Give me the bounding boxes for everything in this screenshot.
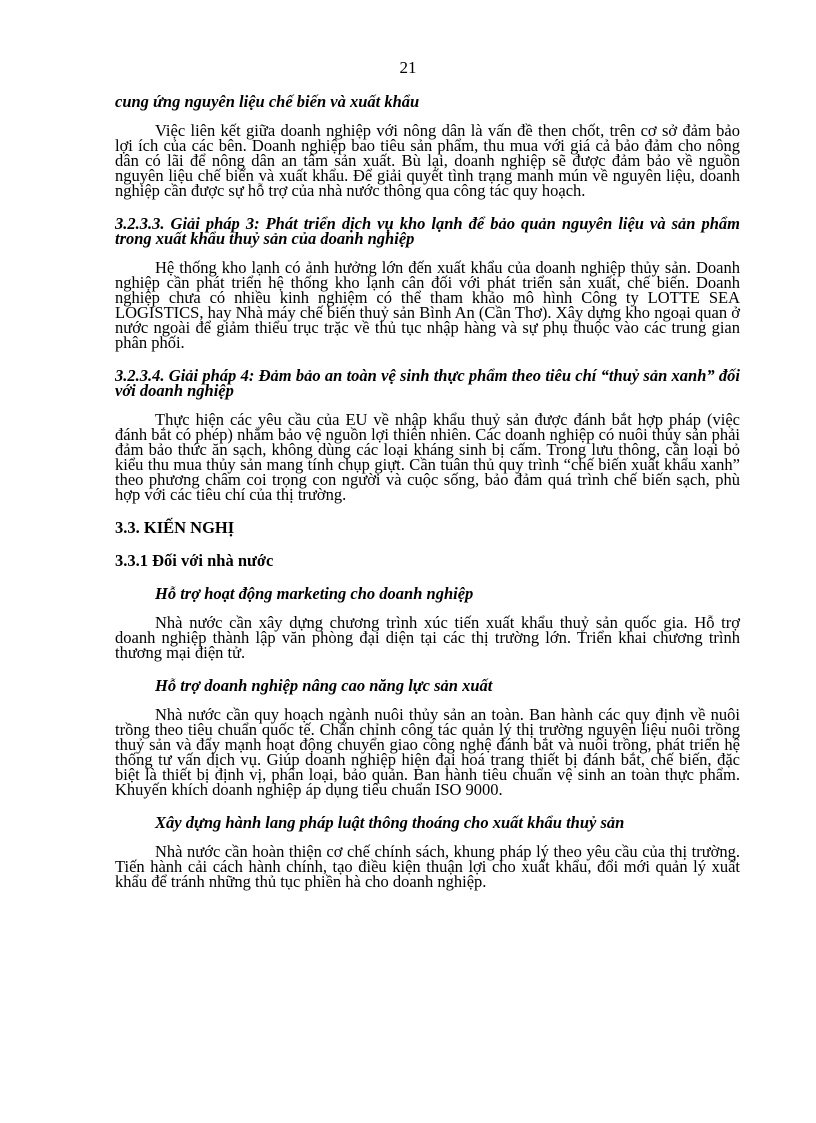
paragraph-marketing-support: Nhà nước cần xây dựng chương trình xúc tiến xuất khẩu thuỷ sản quốc gia. Hỗ trợ doanh nghiệp thành lập văn phòng đại diện tại các thị trường lớn. Triển khai chương trình thương mại điện tử. — [115, 613, 740, 662]
paragraph-production-capacity: Nhà nước cần quy hoạch ngành nuôi thủy sản an toàn. Ban hành các quy định về nuôi trồng theo tiêu chuẩn quốc tế. Chấn chỉnh công tác quản lý thị trường nguyên liệu nuôi trồng thuỷ sản và đẩy mạnh hoạt động chuyển giao công nghệ đánh bắt và nuôi trồng, phát triển hệ thống tư vấn dịch vụ. Giúp doanh nghiệp hiện đại hoá trang thiết bị đánh bắt, chế biến, đặc biệt là thiết bị định vị, phân loại, bảo quản. Ban hành tiêu chuẩn vệ sinh an toàn thực phẩm. Khuyến khích doanh nghiệp áp dụng tiêu chuẩn ISO 9000. — [115, 705, 740, 799]
heading-solution-4: 3.2.3.4. Giải pháp 4: Đảm bảo an toàn vệ sinh thực phẩm theo tiêu chí “thuỷ sản xanh” đối với doanh nghiệp — [115, 366, 740, 400]
paragraph-farmer-linkage: Việc liên kết giữa doanh nghiệp với nông dân là vấn đề then chốt, trên cơ sở đảm bảo lợi ích của các bên. Doanh nghiệp bao tiêu sản phẩm, thu mua với giá cả bảo đảm cho nông dân có lãi để nông dân an tâm sản xuất. Bù lại, doanh nghiệp sẽ được đảm bảo về nguồn nguyên liệu chế biến và xuất khẩu. Để giải quyết tình trạng manh mún về nguyên liệu, doanh nghiệp cần được sự hỗ trợ của nhà nước thông qua công tác quy hoạch. — [115, 121, 740, 200]
subheading-production-capacity: Hỗ trợ doanh nghiệp nâng cao năng lực sản xuất — [155, 676, 493, 695]
subheading-legal-framework: Xây dựng hành lang pháp luật thông thoáng cho xuất khẩu thuỷ sản — [155, 813, 625, 832]
paragraph-cold-storage: Hệ thống kho lạnh có ảnh hưởng lớn đến xuất khẩu của doanh nghiệp thủy sản. Doanh nghiệp cần phát triển hệ thống kho lạnh cân đối với phát triển sản xuất, chế biến. Doanh nghiệp chưa có nhiều kinh nghiệm có thể tham khảo mô hình Công ty LOTTE SEA LOGISTICS, hay Nhà máy chế biến thuỷ sản Bình An (Cần Thơ). Xây dựng kho ngoại quan ở nước ngoài để giảm thiểu trục trặc về thủ tục nhập hàng và sự phụ thuộc vào các trung gian phân phối. — [115, 258, 740, 352]
paragraph-legal-framework: Nhà nước cần hoàn thiện cơ chế chính sách, khung pháp lý theo yêu cầu của thị trường. Tiến hành cải cách hành chính, tạo điều kiện thuận lợi cho xuất khẩu, đổi mới quản lý xuất khẩu để tránh những thủ tục phiền hà cho doanh nghiệp. — [115, 842, 740, 891]
heading-solution-3: 3.2.3.3. Giải pháp 3: Phát triển dịch vụ kho lạnh để bảo quản nguyên liệu và sản phẩm trong xuất khẩu thuỷ sản của doanh nghiệp — [115, 214, 740, 248]
page-number: 21 — [399, 58, 417, 77]
subheading-marketing-support: Hỗ trợ hoạt động marketing cho doanh nghiệp — [155, 584, 474, 603]
heading-recommendations: 3.3. KIẾN NGHỊ — [115, 518, 235, 537]
section-heading-continued: cung ứng nguyên liệu chế biến và xuất khẩu — [115, 92, 420, 111]
page-content — [115, 94, 740, 889]
paragraph-food-safety: Thực hiện các yêu cầu của EU về nhập khẩu thuỷ sản được đánh bắt hợp pháp (việc đánh bắt có phép) nhằm bảo vệ nguồn lợi thiên nhiên. Các doanh nghiệp có nuôi thủy sản phải đảm bảo thức ăn sạch, không dùng các loại kháng sinh bị cấm. Trong lưu thông, cần loại bỏ kiểu thu mua thủy sản mang tính chụp giựt. Cần tuân thủ quy trình “chế biến xuất khẩu xanh” theo phương châm coi trọng con người và cuộc sống, bảo đảm quá trình chế biến sạch, phù hợp với các tiêu chí của thị trường. — [115, 410, 740, 504]
heading-for-state: 3.3.1 Đối với nhà nước — [115, 551, 274, 570]
